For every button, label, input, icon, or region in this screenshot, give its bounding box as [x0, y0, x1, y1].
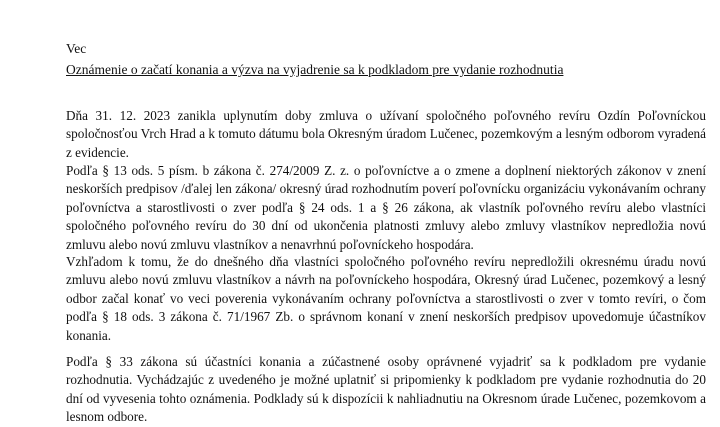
paragraph-right-to-comment: Podľa § 33 zákona sú účastníci konania a zúčastnené osoby oprávnené vyjadriť sa k podkladom pre vydanie rozhodnutia. Vychádzajúc z uvedeného je možné uplatniť si pripomienky k podkladom pre vydanie rozhodnutia do 20 dní od vyvesenia tohto oznámenia. Podklady sú k dispozícii k nahliadnutiu na Okresnom úrade Lučenec, pozemkovom a lesnom odbore.	[66, 354, 706, 425]
subject-title: Oznámenie o začatí konania a výzva na vyjadrenie sa k podkladom pre vydanie rozhodnutia	[66, 62, 564, 77]
paragraph-lease-expiry: Dňa 31. 12. 2023 zanikla uplynutím doby zmluva o užívaní spoločného poľovného revíru Ozdín Poľovníckou spoločnosťou Vrch Hrad a k tomuto dátumu bola Okresným úradom Lučenec, pozemkovým a lesným odborom vyradená z evidencie.	[66, 108, 706, 160]
paragraph-proceedings-start: Vzhľadom k tomu, že do dnešného dňa vlastníci spoločného poľovného revíru nepredložili okresnému úradu novú zmluvu alebo novú zmluvu vlastníkov a návrh na poľovníckeho hospodára, Okresný úrad Lučenec, pozemkový a lesný odbor začal konať vo veci poverenia vykonávaním ochrany poľovníctva a starostlivosti o zver v tomto revíri, o čom podľa § 18 ods. 3 zákona č. 71/1967 Zb. o správnom konaní v znení neskorších predpisov upovedomuje účastníkov konania.	[66, 254, 706, 343]
paragraph-legal-basis: Podľa § 13 ods. 5 písm. b zákona č. 274/2009 Z. z. o poľovníctve a o zmene a doplnení niektorých zákonov v znení neskorších predpisov /ďalej len zákona/ okresný úrad rozhodnutím poverí poľovnícku organizáciu vykonávaním ochrany poľovníctva a starostlivosti o zver podľa § 24 ods. 1 a § 26 zákona, ak vlastník poľovného revíru alebo vlastníci spoločného poľovného revíru do 30 dní od ukončenia platnosti zmluvy alebo zmluvy vlastníkov nepredložia novú zmluvu alebo novú zmluvu vlastníkov a nenavrhnú poľovníckeho hospodára.	[66, 163, 706, 252]
subject-label: Vec	[66, 41, 87, 56]
